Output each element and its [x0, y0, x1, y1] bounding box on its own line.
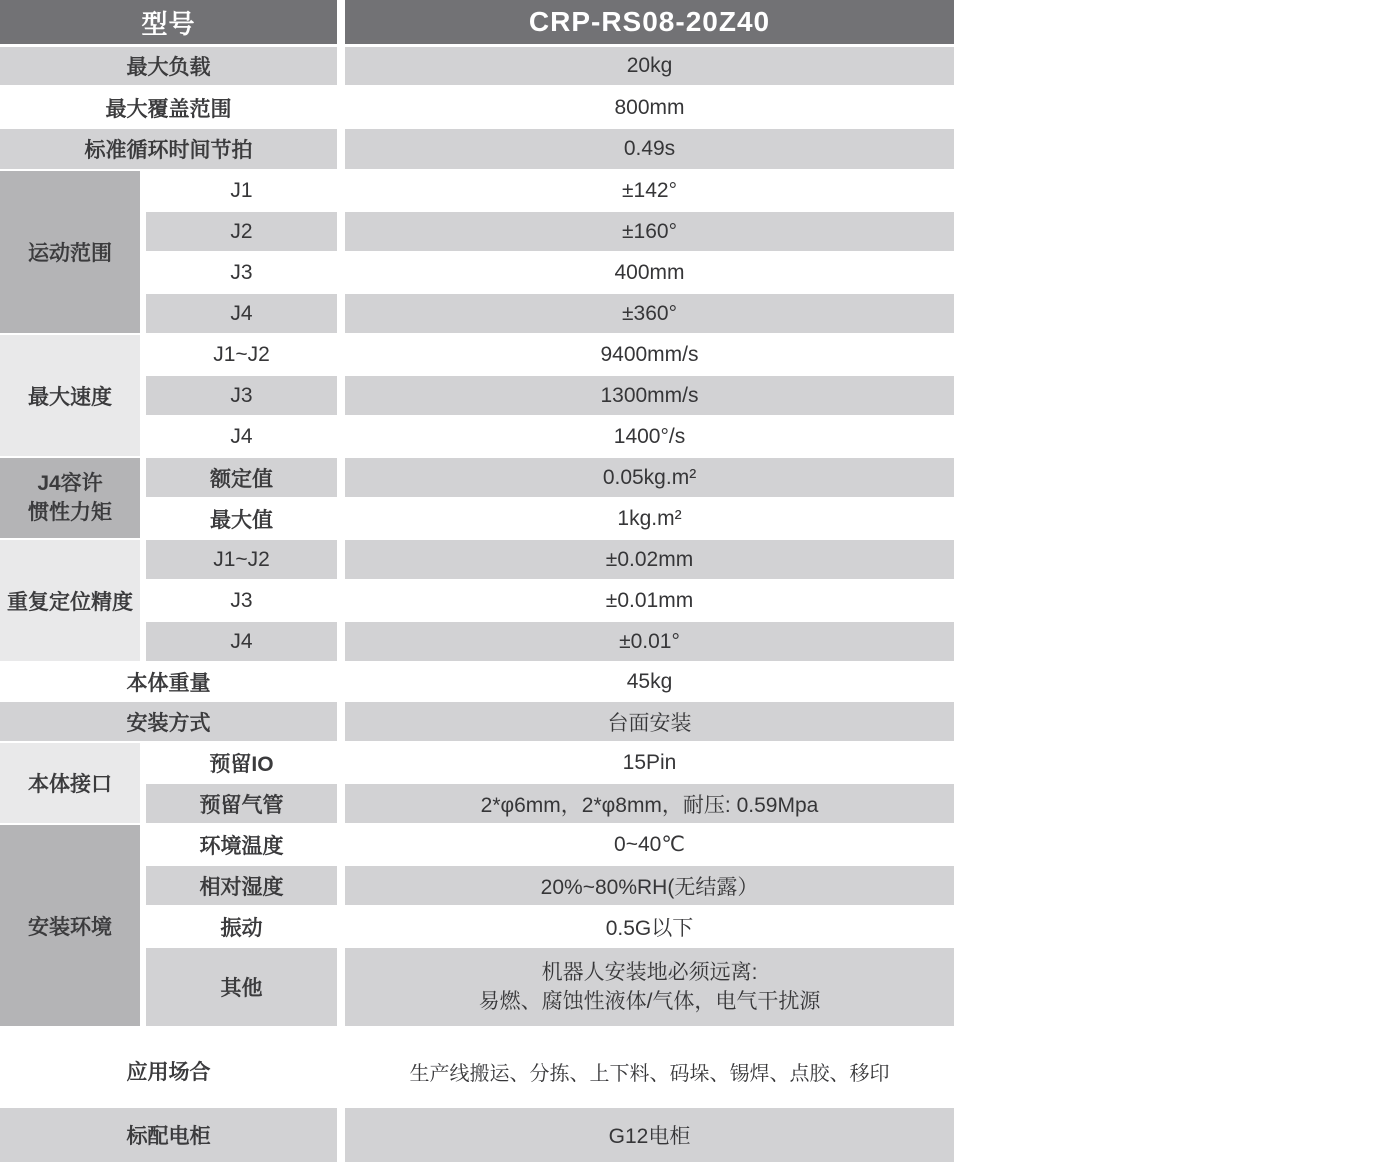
sub-value: 0.5G以下: [345, 907, 954, 946]
sub-label: 相对湿度: [146, 866, 337, 905]
sub-value: ±0.01mm: [345, 581, 954, 620]
row-mounting: [0, 702, 954, 741]
sub-value: ±160°: [345, 212, 954, 251]
sub-value: ±0.01°: [345, 622, 954, 661]
group-repeatability: [0, 540, 954, 661]
group-label: [0, 458, 140, 538]
group-label: 运动范围: [0, 171, 140, 333]
sub-value: [345, 948, 954, 1026]
group-label: 最大速度: [0, 335, 140, 456]
group-j4-inertia: [0, 458, 954, 538]
sub-value: 0~40℃: [345, 825, 954, 864]
sub-value: 15Pin: [345, 743, 954, 782]
sub-label: 预留气管: [146, 784, 337, 823]
group-label: 重复定位精度: [0, 540, 140, 661]
sub-value: 1400°/s: [345, 417, 954, 456]
sub-label: 预留IO: [146, 743, 337, 782]
row-label: 标准循环时间节拍: [0, 129, 337, 169]
sub-value: 1300mm/s: [345, 376, 954, 415]
column-gap: [337, 1108, 345, 1162]
sub-label: 振动: [146, 907, 337, 946]
row-value: 20kg: [345, 47, 954, 85]
model-header-label: 型号: [0, 0, 337, 44]
column-gap: [337, 0, 345, 44]
sub-value: 0.05kg.m²: [345, 458, 954, 497]
sub-value: 400mm: [345, 253, 954, 292]
row-label: 应用场合: [0, 1048, 337, 1094]
model-number: CRP-RS08-20Z40: [345, 0, 954, 44]
sub-label: J3: [146, 581, 337, 620]
row-value: G12电柜: [345, 1108, 954, 1162]
sub-label: J1~J2: [146, 335, 337, 374]
row-value: 生产线搬运、分拣、上下料、码垛、锡焊、点胶、移印: [345, 1048, 954, 1094]
group-label-line1: J4容许: [37, 472, 103, 495]
sub-label: J4: [146, 294, 337, 333]
sub-label: 其他: [146, 948, 337, 1026]
sub-label: 最大值: [146, 499, 337, 538]
column-gap: [337, 87, 345, 129]
row-cabinet: [0, 1108, 954, 1162]
section-spacer: [0, 1094, 954, 1108]
sub-value: 20%~80%RH(无结露）: [345, 866, 954, 905]
row-value: 45kg: [345, 661, 954, 702]
sub-label: J3: [146, 376, 337, 415]
row-value: 0.49s: [345, 129, 954, 169]
sub-value: ±360°: [345, 294, 954, 333]
row-max-load: [0, 47, 954, 85]
sub-label: J1: [146, 171, 337, 210]
group-body-interface: [0, 743, 954, 823]
row-value: 台面安装: [345, 702, 954, 741]
sub-label: J3: [146, 253, 337, 292]
column-gap: [337, 129, 345, 169]
sub-label: J2: [146, 212, 337, 251]
row-applications: [0, 1048, 954, 1094]
row-body-weight: [0, 661, 954, 702]
group-label: 安装环境: [0, 825, 140, 1026]
sub-label: J1~J2: [146, 540, 337, 579]
column-gap: [337, 661, 345, 702]
group-max-speed: [0, 335, 954, 456]
row-label: 本体重量: [0, 661, 337, 702]
row-label: 标配电柜: [0, 1108, 337, 1162]
sub-label: J4: [146, 622, 337, 661]
row-label: 安装方式: [0, 702, 337, 741]
sub-value: 1kg.m²: [345, 499, 954, 538]
group-label: 本体接口: [0, 743, 140, 823]
column-gap: [337, 47, 345, 85]
group-motion-range: [0, 171, 954, 333]
column-gap: [337, 702, 345, 741]
sub-value: ±0.02mm: [345, 540, 954, 579]
row-label: 最大覆盖范围: [0, 87, 337, 129]
group-environment: [0, 825, 954, 1026]
sub-label: J4: [146, 417, 337, 456]
column-gap: [337, 1048, 345, 1094]
table-header-row: [0, 0, 954, 44]
row-value: 800mm: [345, 87, 954, 129]
environment-other-line1: 机器人安装地必须远离:: [541, 961, 758, 984]
environment-other-line2: 易燃、腐蚀性液体/气体，电气干扰源: [478, 990, 821, 1013]
sub-label: 环境温度: [146, 825, 337, 864]
row-label: 最大负载: [0, 47, 337, 85]
group-label-line2: 惯性力矩: [28, 501, 112, 524]
row-max-reach: [0, 87, 954, 129]
section-spacer: [0, 1026, 954, 1048]
sub-value: 9400mm/s: [345, 335, 954, 374]
sub-label: 额定值: [146, 458, 337, 497]
sub-value: ±142°: [345, 171, 954, 210]
row-cycle-time: [0, 129, 954, 169]
sub-value: 2*φ6mm，2*φ8mm，耐压: 0.59Mpa: [345, 784, 954, 823]
